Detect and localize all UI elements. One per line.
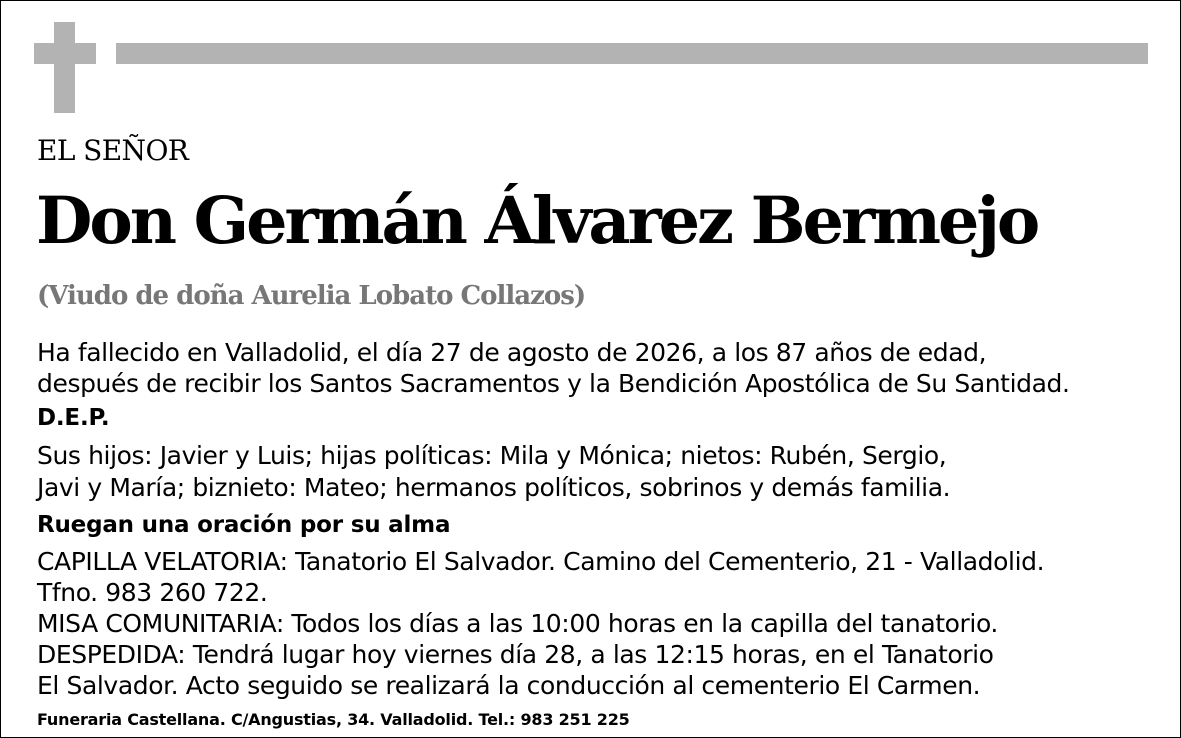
family-line: Sus hijos: Javier y Luis; hijas políticas: Mila y Mónica; nietos: Rubén, Sergio, bbox=[37, 441, 947, 470]
widower-note: (Viudo de doña Aurelia Lobato Collazos) bbox=[37, 281, 586, 311]
detail-line: Tfno. 983 260 722. bbox=[37, 578, 268, 607]
header-bar bbox=[116, 43, 1148, 64]
detail-line: El Salvador. Acto seguido se realizará la conducción al cementerio El Carmen. bbox=[37, 671, 981, 700]
cross-icon-arm bbox=[34, 43, 96, 64]
detail-line: CAPILLA VELATORIA: Tanatorio El Salvador. Camino del Cementerio, 21 - Valladolid. bbox=[37, 547, 1045, 576]
family-line: Javi y María; biznieto: Mateo; hermanos políticos, sobrinos y demás familia. bbox=[37, 473, 951, 502]
deceased-name: Don Germán Álvarez Bermejo bbox=[36, 183, 1038, 259]
rip-label: D.E.P. bbox=[37, 405, 110, 431]
detail-line: DESPEDIDA: Tendrá lugar hoy viernes día 28, a las 12:15 horas, en el Tanatorio bbox=[37, 640, 994, 669]
funeral-home-footer: Funeraria Castellana. C/Angustias, 34. Valladolid. Tel.: 983 251 225 bbox=[37, 710, 630, 729]
heading-title: EL SEÑOR bbox=[37, 134, 189, 167]
death-notice-line: después de recibir los Santos Sacramentos y la Bendición Apostólica de Su Santidad. bbox=[37, 369, 1070, 398]
detail-line: MISA COMUNITARIA: Todos los días a las 10:00 horas en la capilla del tanatorio. bbox=[37, 609, 998, 638]
prayer-request: Ruegan una oración por su alma bbox=[37, 512, 451, 538]
death-notice-line: Ha fallecido en Valladolid, el día 27 de agosto de 2026, a los 87 años de edad, bbox=[37, 338, 987, 367]
cross-icon bbox=[54, 22, 75, 113]
